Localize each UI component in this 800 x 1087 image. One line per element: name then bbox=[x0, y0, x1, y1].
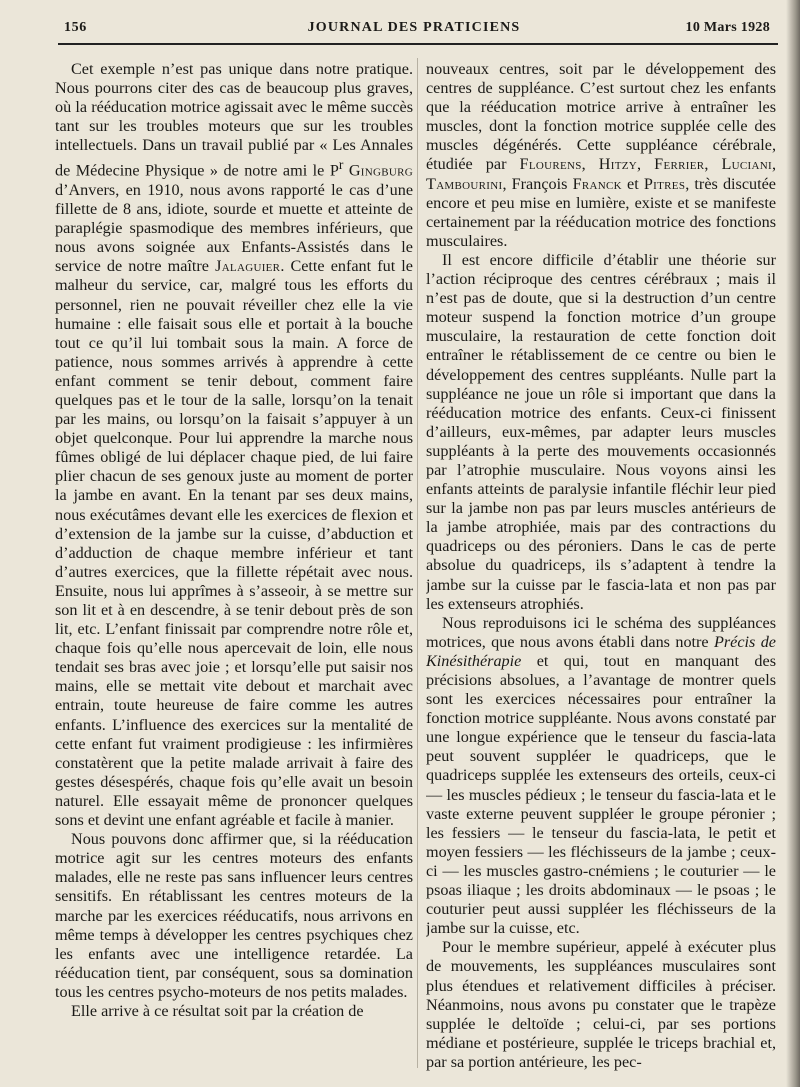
column-divider bbox=[417, 58, 418, 1068]
header-rule bbox=[58, 43, 778, 45]
author-name: Tambourini bbox=[426, 174, 503, 193]
author-name: Pitres bbox=[643, 174, 686, 193]
author-name: Luciani bbox=[721, 155, 772, 174]
author-name: Franck bbox=[572, 174, 622, 193]
paragraph: Nous pouvons donc affirmer que, si la rééducation motrice agit sur les centres moteurs des enfants malades, elle ne reste pas sans influencer leurs centres sensitifs. En rétablissant les centres moteurs de la marche par les exercices rééducatifs, nous arrivons en même temps à développer les centres psychiques chez les enfants avec une intelligence retardée. La rééducation tient, par conséquent, sous sa domination tous les centres psycho-moteurs de nos petits malades. bbox=[55, 830, 413, 1001]
paragraph: Cet exemple n’est pas unique dans notre pratique. Nous pourrons citer des cas de beaucoup plus graves, où la rééducation motrice agissait avec le même succès tant sur les troubles moteurs que sur les troubles intellectuels. Dans un travail publié par « Les Annales de Médecine Physique » de notre ami le $P^r$ Gingburg d’Anvers, en 1910, nous avons rapporté le cas d’une fillette de 8 ans, idiote, sourde et muette et atteinte de paraplégie spasmodique des membres inférieurs, que nous avons soignée aux Enfants-Assistés dans le service de notre maître Jalaguier. Cette enfant fut le malheur du service, car, malgré tous les efforts du personnel, rien ne pouvait réveiller chez elle la vie humaine : elle faisait sous elle et portait à la bouche tout ce qu’il lui tombait sous la main. A force de patience, nous sommes arrivés à apprendre à cette enfant comment se tenir debout, comment faire quelques pas et le tour de la salle, lorsqu’on la tenait par les mains, ou lorsqu’on la faisait s’appuyer à un objet quelconque. Pour lui apprendre la marche nous fûmes obligé de lui déplacer chaque pied, de lui faire plier chacun de ses genoux juste au moment de porter la jambe en avant. En la tenant par ses deux mains, nous exécutâmes devant elle les exercices de flexion et d’extension de la jambe sur la cuisse, d’abduction et d’adduction de chaque membre inférieur et tant d’autres exercices, que la fillette répétait avec nous. Ensuite, nous lui apprîmes à s’asseoir, à se mettre sur son lit et à en descendre, à se tenir debout près de son lit, etc. L’enfant finissait par comprendre notre rôle et, chaque fois qu’elle nous apercevait de loin, elle nous tendait ses bras avec joie ; et lorsqu’elle put saisir nos mains, elle se mettait vite debout et marchait avec entrain, toute heureuse de faire comme les autres enfants. L’influence des exercices sur la mentalité de cette enfant fut vraiment prodigieuse : les infirmières constatèrent que la petite malade arrivait à faire des gestes désespérés, chaque fois qu’elle avait un besoin naturel. Elle essayait même de prononcer quelques sons et devint une enfant agréable et facile à manier. bbox=[55, 60, 413, 830]
paragraph: Elle arrive à ce résultat soit par la création de bbox=[71, 1001, 364, 1020]
paragraph: nouveaux centres, soit par le développement des centres de suppléance. C’est surtout chez les enfants que la rééducation motrice arrive à entraîner les muscles, dont la fonction motrice supplée celle des muscles dégénérés. Cette suppléance cérébrale, étudiée par Flourens, Hitzy, Ferrier, Luciani, Tambourini, François Franck et Pitres, très discutée encore et peu mise en lumière, existe et se manifeste certainement par la rééducation motrice des fonctions musculaires. bbox=[426, 60, 776, 250]
paragraph: Nous reproduisons ici le schéma des suppléances motrices, que nous avons établi dans notre Précis de Kinésithérapie et qui, tout en manquant des précisions absolues, a l’avantage de montrer quels sont les exercices nécessaires pour entraîner la fonction motrice suppléante. Nous avons constaté par une longue expérience que le tenseur du fascia-lata peut souvent suppléer le quadriceps, que le quadriceps supplée les extenseurs des orteils, ceux-ci — les muscles pédieux ; le tenseur du fascia-lata et le vaste externe peuvent suppléer le groupe péronier ; les fessiers — le tenseur du fascia-lata, le petit et moyen fessiers — les fléchisseurs de la jambe ; ceux-ci — les muscles gastro-cnémiens ; le couturier — le psoas iliaque ; les droits abdominaux — le psoas ; le couturier peut aussi suppléer les fléchisseurs de la jambe sur la cuisse, etc. bbox=[426, 613, 776, 938]
paragraph: Pour le membre supérieur, appelé à exécuter plus de mouvements, les suppléances musculaires sont plus étendues et relativement difficiles à préciser. Néanmoins, nous avons pu constater que le trapèze supplée le deltoïde ; celui-ci, par ses portions médiane et postérieure, supplée le triceps brachial et, par sa portion antérieure, les pec- bbox=[426, 938, 776, 1071]
journal-title: JOURNAL DES PRATICIENS bbox=[307, 20, 521, 35]
author-name: Hitzy bbox=[598, 155, 638, 174]
paragraph: Il est encore difficile d’établir une théorie sur l’action réciproque des centres cérébraux ; mais il n’est pas de doute, que si la destruction d’un centre moteur suspend la fonction motrice d’un groupe musculaire, la restauration de cette fonction doit entraîner le rétablissement de ce centre ou bien le développement des centres suppléants. Nulle part la suppléance ne joue un rôle si important que dans la rééducation motrice des enfants. Ceux-ci finissent d’ailleurs, eux-mêmes, par adapter leurs muscles suppléants à la perte des mouvements occasionnés par l’atrophie musculaire. Nous voyons ainsi les enfants atteints de paralysie infantile fléchir leur pied sur la jambe non pas par leurs muscles antérieurs de la jambe atrophiée, mais par des contractions du quadriceps ou des péroniers. Dans le cas de perte absolue du quadriceps, ils s’adaptent à tendre la jambe sur la cuisse par le fascia-lata et non pas par les extenseurs atrophiés. bbox=[426, 250, 776, 613]
right-column bbox=[426, 60, 776, 1080]
author-name: Flourens bbox=[519, 155, 582, 174]
author-name: Jalaguier bbox=[215, 257, 281, 276]
book-title: Précis de Kinésithérapie bbox=[426, 632, 776, 670]
page-edge-shadow bbox=[786, 0, 800, 1087]
author-name: Gingburg bbox=[348, 161, 413, 180]
author-name: Ferrier bbox=[654, 155, 705, 174]
page-number: 156 bbox=[64, 20, 87, 35]
left-column bbox=[55, 60, 413, 1080]
issue-date: 10 Mars 1928 bbox=[685, 20, 770, 35]
running-header bbox=[58, 18, 770, 38]
